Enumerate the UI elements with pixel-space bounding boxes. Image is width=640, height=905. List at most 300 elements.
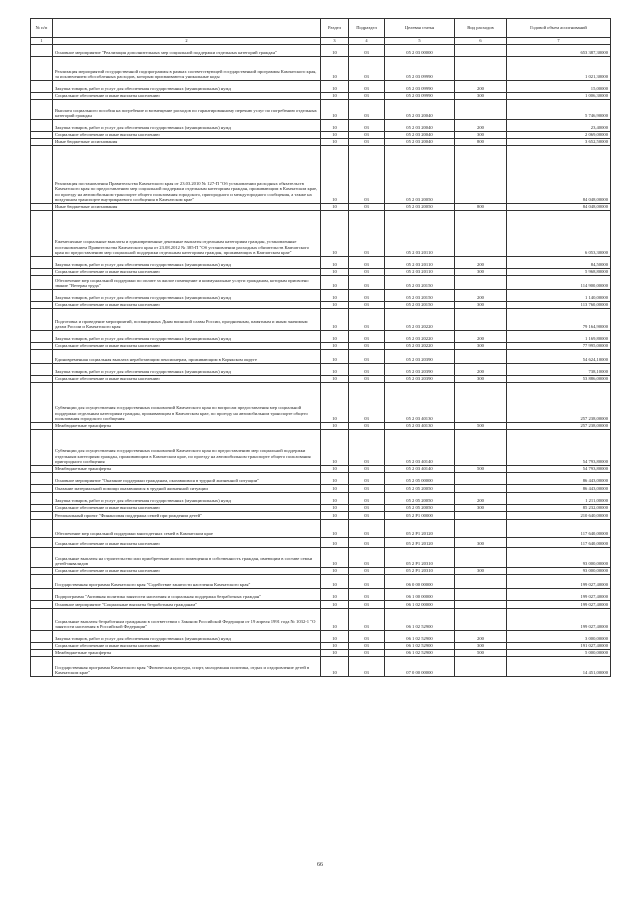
cell-vid-rashodov bbox=[455, 575, 507, 589]
table-row bbox=[31, 589, 611, 601]
cell-num bbox=[31, 473, 53, 485]
cell-name: Государственная программа Камчатского края "Содействие занятости населения Камчатского края" bbox=[53, 575, 321, 589]
cell-podrazdel: 03 bbox=[349, 57, 385, 81]
cell-razdel: 10 bbox=[321, 631, 349, 643]
table-row bbox=[31, 276, 611, 290]
cell-podrazdel: 03 bbox=[349, 211, 385, 257]
cell-name: Социальные выплаты на строительство или приобретение жилого помещения в собственность граждан, имеющим в составе семьи детей-инвалидов bbox=[53, 548, 321, 568]
cell-amount: 85 232,00000 bbox=[507, 505, 611, 512]
cell-celevaya-statya: 05 2 05 00000 bbox=[385, 473, 455, 485]
cell-num bbox=[31, 81, 53, 93]
cell-podrazdel: 03 bbox=[349, 146, 385, 204]
table-row bbox=[31, 309, 611, 331]
cell-razdel: 10 bbox=[321, 276, 349, 290]
cell-vid-rashodov: 300 bbox=[455, 302, 507, 309]
cell-name: Социальное обеспечение и иные выплаты населению bbox=[53, 538, 321, 548]
cell-num bbox=[31, 568, 53, 575]
cell-razdel: 10 bbox=[321, 146, 349, 204]
cell-amount: 23,40000 bbox=[507, 120, 611, 132]
cell-celevaya-statya: 05 2 P1 20120 bbox=[385, 538, 455, 548]
cell-name: Закупка товаров, работ и услуг для обеспечения государственных (муниципальных) нужд bbox=[53, 364, 321, 376]
cell-vid-rashodov: 300 bbox=[455, 643, 507, 650]
cell-name: Оказание материальной помощи оказавшимся в трудной жизненной ситуации bbox=[53, 485, 321, 493]
table-row bbox=[31, 93, 611, 100]
cell-name: Реализация мероприятий государственной подпрограммы в рамках соответствующей государственной программы Камчатского края, за исключением обособленных расходов, которым присваиваются уникальные коды bbox=[53, 57, 321, 81]
table-row bbox=[31, 120, 611, 132]
cell-razdel: 10 bbox=[321, 57, 349, 81]
cell-vid-rashodov bbox=[455, 512, 507, 520]
cell-num bbox=[31, 505, 53, 512]
cell-razdel: 10 bbox=[321, 211, 349, 257]
table-row bbox=[31, 538, 611, 548]
cell-celevaya-statya: 06 1 02 00000 bbox=[385, 601, 455, 609]
cell-name: Закупка товаров, работ и услуг для обеспечения государственных (муниципальных) нужд bbox=[53, 331, 321, 343]
cell-razdel: 10 bbox=[321, 643, 349, 650]
table-row bbox=[31, 383, 611, 423]
cell-num bbox=[31, 100, 53, 120]
cell-razdel: 10 bbox=[321, 343, 349, 350]
colnum: 6 bbox=[455, 38, 507, 45]
cell-celevaya-statya: 05 2 03 20220 bbox=[385, 343, 455, 350]
cell-vid-rashodov bbox=[455, 211, 507, 257]
cell-vid-rashodov bbox=[455, 383, 507, 423]
cell-num bbox=[31, 290, 53, 302]
cell-num bbox=[31, 350, 53, 364]
cell-vid-rashodov bbox=[455, 57, 507, 81]
table-row bbox=[31, 211, 611, 257]
cell-celevaya-statya: 05 2 03 20040 bbox=[385, 120, 455, 132]
cell-celevaya-statya: 05 2 03 20390 bbox=[385, 364, 455, 376]
cell-celevaya-statya: 05 2 03 20110 bbox=[385, 257, 455, 269]
cell-amount: 257 238,00000 bbox=[507, 383, 611, 423]
cell-podrazdel: 03 bbox=[349, 93, 385, 100]
cell-num bbox=[31, 631, 53, 643]
cell-celevaya-statya: 06 1 02 52900 bbox=[385, 631, 455, 643]
cell-name: Социальное обеспечение и иные выплаты населению bbox=[53, 643, 321, 650]
cell-num bbox=[31, 485, 53, 493]
header-podrazdel: Подраздел bbox=[349, 19, 385, 38]
header-vid: Вид расходов bbox=[455, 19, 507, 38]
cell-razdel: 10 bbox=[321, 269, 349, 276]
cell-amount: 199 027,40000 bbox=[507, 609, 611, 631]
cell-vid-rashodov: 200 bbox=[455, 493, 507, 505]
cell-num bbox=[31, 139, 53, 146]
cell-celevaya-statya: 05 2 P1 20120 bbox=[385, 520, 455, 538]
cell-name: Социальные выплаты безработным гражданам в соответствии с Законом Российской Федерации от 19 апреля 1991 года № 1032-1 "О занятости населения в Российской Федерации" bbox=[53, 609, 321, 631]
cell-razdel: 10 bbox=[321, 331, 349, 343]
cell-celevaya-statya: 05 2 03 09990 bbox=[385, 93, 455, 100]
cell-razdel: 10 bbox=[321, 364, 349, 376]
cell-razdel: 10 bbox=[321, 512, 349, 520]
table-row bbox=[31, 364, 611, 376]
table-row bbox=[31, 520, 611, 538]
cell-name: Закупка товаров, работ и услуг для обеспечения государственных (муниципальных) нужд bbox=[53, 290, 321, 302]
table-row bbox=[31, 100, 611, 120]
cell-amount: 86 443,00000 bbox=[507, 473, 611, 485]
cell-name: Реализация постановления Правительства Камчатского края от 23.03.2010 № 127-П "Об установлении расходных обязательств Камчатского края по предоставлению мер социальной поддержки отдельным категориям граждан, проживающим в Камчатском крае, по проезду на автомобильном транспорте общего пользования городского, пригородного и междугородного сообщения, а также на воздушном транспорте внутрикраевого сообщения в Камчатском крае" bbox=[53, 146, 321, 204]
table-row bbox=[31, 331, 611, 343]
page-number: 66 bbox=[317, 862, 323, 868]
header-num: № п/п bbox=[31, 19, 53, 38]
cell-celevaya-statya: 05 2 03 20110 bbox=[385, 211, 455, 257]
cell-name: Основное мероприятие "Реализация дополнительных мер социальной поддержки отдельных категорий граждан" bbox=[53, 45, 321, 57]
cell-razdel: 10 bbox=[321, 423, 349, 430]
cell-name: Межбюджетные трансферты bbox=[53, 650, 321, 657]
cell-amount: 54 793,80000 bbox=[507, 430, 611, 466]
cell-amount: 114 900,00000 bbox=[507, 276, 611, 290]
cell-amount: 5 000,00000 bbox=[507, 650, 611, 657]
table-row bbox=[31, 204, 611, 211]
table-row bbox=[31, 423, 611, 430]
cell-vid-rashodov: 300 bbox=[455, 505, 507, 512]
cell-podrazdel: 03 bbox=[349, 601, 385, 609]
cell-celevaya-statya: 05 2 03 09990 bbox=[385, 81, 455, 93]
colnum: 3 bbox=[321, 38, 349, 45]
cell-amount: 79 164,90000 bbox=[507, 309, 611, 331]
cell-celevaya-statya: 06 1 02 52900 bbox=[385, 650, 455, 657]
cell-vid-rashodov bbox=[455, 609, 507, 631]
header-celevaya: Целевая статья bbox=[385, 19, 455, 38]
table-row bbox=[31, 512, 611, 520]
cell-amount: 54 793,80000 bbox=[507, 466, 611, 473]
cell-vid-rashodov: 200 bbox=[455, 81, 507, 93]
cell-name: Закупка товаров, работ и услуг для обеспечения государственных (муниципальных) нужд bbox=[53, 81, 321, 93]
cell-num bbox=[31, 376, 53, 383]
cell-amount: 84 048,00000 bbox=[507, 146, 611, 204]
cell-amount: 257 238,00000 bbox=[507, 423, 611, 430]
cell-name: Социальное обеспечение и иные выплаты населению bbox=[53, 343, 321, 350]
cell-razdel: 10 bbox=[321, 132, 349, 139]
cell-celevaya-statya: 05 2 05 20050 bbox=[385, 505, 455, 512]
cell-name: Социальное обеспечение и иные выплаты населению bbox=[53, 269, 321, 276]
cell-name: Закупка товаров, работ и услуг для обеспечения государственных (муниципальных) нужд bbox=[53, 493, 321, 505]
cell-vid-rashodov bbox=[455, 589, 507, 601]
table-row bbox=[31, 132, 611, 139]
cell-vid-rashodov: 300 bbox=[455, 568, 507, 575]
cell-name: Закупка товаров, работ и услуг для обеспечения государственных (муниципальных) нужд bbox=[53, 257, 321, 269]
cell-podrazdel: 03 bbox=[349, 302, 385, 309]
cell-celevaya-statya: 05 2 03 20220 bbox=[385, 331, 455, 343]
cell-amount: 6 053,30000 bbox=[507, 211, 611, 257]
cell-name: Социальное обеспечение и иные выплаты населению bbox=[53, 376, 321, 383]
cell-celevaya-statya: 05 2 03 20050 bbox=[385, 204, 455, 211]
cell-amount: 93 000,00000 bbox=[507, 548, 611, 568]
cell-num bbox=[31, 601, 53, 609]
cell-razdel: 10 bbox=[321, 302, 349, 309]
table-row bbox=[31, 643, 611, 650]
cell-razdel: 10 bbox=[321, 493, 349, 505]
cell-num bbox=[31, 269, 53, 276]
cell-vid-rashodov: 300 bbox=[455, 132, 507, 139]
cell-razdel: 10 bbox=[321, 485, 349, 493]
cell-num bbox=[31, 343, 53, 350]
table-row bbox=[31, 609, 611, 631]
cell-num bbox=[31, 423, 53, 430]
cell-vid-rashodov: 800 bbox=[455, 139, 507, 146]
cell-podrazdel: 03 bbox=[349, 430, 385, 466]
cell-vid-rashodov: 200 bbox=[455, 331, 507, 343]
cell-razdel: 10 bbox=[321, 100, 349, 120]
cell-razdel: 10 bbox=[321, 93, 349, 100]
cell-name: Выплата социального пособия на погребение и возмещение расходов по гарантированному перечню услуг по погребению отдельных категорий граждан bbox=[53, 100, 321, 120]
cell-amount: 15,00000 bbox=[507, 81, 611, 93]
column-numbers-row bbox=[31, 38, 611, 45]
cell-celevaya-statya: 05 2 P1 20310 bbox=[385, 568, 455, 575]
cell-name: Подпрограмма "Активная политика занятости населения и социальная поддержка безработных граждан" bbox=[53, 589, 321, 601]
cell-name: Иные бюджетные ассигнования bbox=[53, 139, 321, 146]
cell-celevaya-statya: 06 1 02 52900 bbox=[385, 609, 455, 631]
cell-podrazdel: 03 bbox=[349, 538, 385, 548]
cell-podrazdel: 03 bbox=[349, 139, 385, 146]
table-row bbox=[31, 45, 611, 57]
cell-num bbox=[31, 650, 53, 657]
table-row bbox=[31, 575, 611, 589]
cell-num bbox=[31, 211, 53, 257]
cell-vid-rashodov: 500 bbox=[455, 466, 507, 473]
cell-amount: 77 995,00000 bbox=[507, 343, 611, 350]
budget-table bbox=[30, 18, 611, 677]
cell-razdel: 10 bbox=[321, 548, 349, 568]
cell-celevaya-statya: 05 2 03 20150 bbox=[385, 290, 455, 302]
cell-podrazdel: 03 bbox=[349, 520, 385, 538]
table-row bbox=[31, 139, 611, 146]
table-row bbox=[31, 81, 611, 93]
cell-celevaya-statya: 05 2 03 20150 bbox=[385, 276, 455, 290]
cell-name: Региональный проект "Финансовая поддержка семей при рождении детей" bbox=[53, 512, 321, 520]
cell-num bbox=[31, 45, 53, 57]
cell-podrazdel: 03 bbox=[349, 485, 385, 493]
cell-amount: 1 140,00000 bbox=[507, 290, 611, 302]
cell-amount: 3 652,50000 bbox=[507, 139, 611, 146]
header-razdel: Раздел bbox=[321, 19, 349, 38]
cell-num bbox=[31, 430, 53, 466]
cell-amount: 2 069,00000 bbox=[507, 132, 611, 139]
cell-celevaya-statya: 06 1 00 00000 bbox=[385, 589, 455, 601]
cell-podrazdel: 03 bbox=[349, 650, 385, 657]
table-row bbox=[31, 473, 611, 485]
cell-vid-rashodov: 300 bbox=[455, 269, 507, 276]
cell-celevaya-statya: 05 2 03 20040 bbox=[385, 132, 455, 139]
cell-razdel: 10 bbox=[321, 609, 349, 631]
table-row bbox=[31, 485, 611, 493]
cell-podrazdel: 03 bbox=[349, 331, 385, 343]
cell-num bbox=[31, 57, 53, 81]
cell-podrazdel: 03 bbox=[349, 257, 385, 269]
cell-vid-rashodov bbox=[455, 276, 507, 290]
cell-num bbox=[31, 93, 53, 100]
cell-amount: 3 000,00000 bbox=[507, 631, 611, 643]
cell-num bbox=[31, 512, 53, 520]
table-row bbox=[31, 650, 611, 657]
cell-razdel: 10 bbox=[321, 575, 349, 589]
cell-razdel: 10 bbox=[321, 120, 349, 132]
cell-vid-rashodov: 500 bbox=[455, 650, 507, 657]
cell-amount: 54 624,10000 bbox=[507, 350, 611, 364]
cell-vid-rashodov: 200 bbox=[455, 364, 507, 376]
table-row bbox=[31, 505, 611, 512]
cell-vid-rashodov bbox=[455, 100, 507, 120]
table-header bbox=[31, 19, 611, 45]
cell-amount: 1 169,80000 bbox=[507, 331, 611, 343]
cell-vid-rashodov: 300 bbox=[455, 376, 507, 383]
cell-vid-rashodov bbox=[455, 430, 507, 466]
cell-celevaya-statya: 05 2 03 40130 bbox=[385, 383, 455, 423]
cell-celevaya-statya: 05 2 P1 00000 bbox=[385, 512, 455, 520]
cell-name: Обеспечение мер социальной поддержки по оплате за жилое помещение и коммунальные услуги гражданам, которым присвоено звание "Ветеран труда" bbox=[53, 276, 321, 290]
cell-name: Основное мероприятие "Оказание поддержки гражданам, оказавшимся в трудной жизненной ситуации" bbox=[53, 473, 321, 485]
cell-amount: 653 387,30000 bbox=[507, 45, 611, 57]
cell-name: Основное мероприятие "Социальные выплаты безработным гражданам" bbox=[53, 601, 321, 609]
cell-celevaya-statya: 05 2 03 20110 bbox=[385, 269, 455, 276]
cell-num bbox=[31, 589, 53, 601]
cell-vid-rashodov bbox=[455, 520, 507, 538]
cell-amount: 53 886,00000 bbox=[507, 376, 611, 383]
table-row bbox=[31, 57, 611, 81]
cell-podrazdel: 03 bbox=[349, 376, 385, 383]
colnum: 1 bbox=[31, 38, 53, 45]
cell-celevaya-statya: 05 2 03 40140 bbox=[385, 466, 455, 473]
cell-podrazdel: 03 bbox=[349, 343, 385, 350]
cell-razdel: 10 bbox=[321, 505, 349, 512]
cell-num bbox=[31, 643, 53, 650]
cell-podrazdel: 03 bbox=[349, 120, 385, 132]
cell-num bbox=[31, 383, 53, 423]
cell-podrazdel: 03 bbox=[349, 631, 385, 643]
colnum: 2 bbox=[53, 38, 321, 45]
cell-razdel: 10 bbox=[321, 538, 349, 548]
cell-name: Социальное обеспечение и иные выплаты населению bbox=[53, 302, 321, 309]
cell-name: Межбюджетные трансферты bbox=[53, 423, 321, 430]
table-row bbox=[31, 631, 611, 643]
cell-amount: 210 640,00000 bbox=[507, 512, 611, 520]
cell-amount: 1 021,30000 bbox=[507, 57, 611, 81]
cell-razdel: 10 bbox=[321, 257, 349, 269]
colnum: 7 bbox=[507, 38, 611, 45]
cell-vid-rashodov: 300 bbox=[455, 343, 507, 350]
cell-podrazdel: 03 bbox=[349, 383, 385, 423]
cell-name: Социальное обеспечение и иные выплаты населению bbox=[53, 505, 321, 512]
table-row bbox=[31, 257, 611, 269]
cell-vid-rashodov: 200 bbox=[455, 290, 507, 302]
cell-podrazdel: 03 bbox=[349, 290, 385, 302]
cell-vid-rashodov: 200 bbox=[455, 257, 507, 269]
cell-name: Социальное обеспечение и иные выплаты населению bbox=[53, 568, 321, 575]
cell-vid-rashodov: 500 bbox=[455, 423, 507, 430]
cell-podrazdel: 03 bbox=[349, 269, 385, 276]
cell-name: Межбюджетные трансферты bbox=[53, 466, 321, 473]
cell-amount: 1 006,30000 bbox=[507, 93, 611, 100]
cell-celevaya-statya: 05 2 05 20050 bbox=[385, 493, 455, 505]
cell-razdel: 10 bbox=[321, 568, 349, 575]
cell-celevaya-statya: 06 0 00 00000 bbox=[385, 575, 455, 589]
cell-podrazdel: 03 bbox=[349, 81, 385, 93]
cell-num bbox=[31, 146, 53, 204]
cell-name: Подготовка и проведение мероприятий, посвященных Дням воинской славы России, праздничным, памятным и иным значимым датам России и Камчатского края bbox=[53, 309, 321, 331]
table-row bbox=[31, 290, 611, 302]
cell-celevaya-statya: 06 1 02 52900 bbox=[385, 643, 455, 650]
cell-vid-rashodov bbox=[455, 309, 507, 331]
cell-celevaya-statya: 05 2 03 20040 bbox=[385, 139, 455, 146]
cell-razdel: 10 bbox=[321, 473, 349, 485]
cell-amount: 113 760,00000 bbox=[507, 302, 611, 309]
cell-vid-rashodov bbox=[455, 45, 507, 57]
cell-amount: 84,50000 bbox=[507, 257, 611, 269]
cell-celevaya-statya: 05 2 03 20040 bbox=[385, 100, 455, 120]
cell-podrazdel: 03 bbox=[349, 423, 385, 430]
cell-podrazdel: 03 bbox=[349, 45, 385, 57]
cell-vid-rashodov: 300 bbox=[455, 93, 507, 100]
table-row bbox=[31, 376, 611, 383]
table-row bbox=[31, 343, 611, 350]
cell-podrazdel: 03 bbox=[349, 568, 385, 575]
cell-razdel: 10 bbox=[321, 466, 349, 473]
cell-vid-rashodov bbox=[455, 146, 507, 204]
cell-name: Социальное обеспечение и иные выплаты населению bbox=[53, 132, 321, 139]
table-row bbox=[31, 601, 611, 609]
cell-podrazdel: 03 bbox=[349, 132, 385, 139]
cell-vid-rashodov bbox=[455, 485, 507, 493]
cell-podrazdel: 03 bbox=[349, 505, 385, 512]
cell-razdel: 10 bbox=[321, 204, 349, 211]
cell-razdel: 10 bbox=[321, 376, 349, 383]
cell-podrazdel: 03 bbox=[349, 493, 385, 505]
cell-podrazdel: 03 bbox=[349, 350, 385, 364]
cell-name: Ежемесячные социальные выплаты и единовременные денежные выплаты отдельным категориям граждан, установленные постановлением Правительства Камчатского края от 23.08.2012 № 385-П "Об установлении расходных обязательств Камчатского края по предоставлению мер социальной поддержки отдельным категориям граждан, проживающих в Камчатском крае" bbox=[53, 211, 321, 257]
cell-podrazdel: 03 bbox=[349, 204, 385, 211]
cell-num bbox=[31, 257, 53, 269]
cell-amount: 117 640,00000 bbox=[507, 538, 611, 548]
cell-vid-rashodov: 800 bbox=[455, 204, 507, 211]
cell-razdel: 10 bbox=[321, 81, 349, 93]
cell-amount: 1 211,00000 bbox=[507, 493, 611, 505]
cell-razdel: 10 bbox=[321, 45, 349, 57]
table-row bbox=[31, 302, 611, 309]
cell-vid-rashodov bbox=[455, 548, 507, 568]
cell-amount: 199 027,40000 bbox=[507, 575, 611, 589]
cell-amount: 199 027,40000 bbox=[507, 589, 611, 601]
cell-num bbox=[31, 575, 53, 589]
cell-celevaya-statya: 07 0 00 00000 bbox=[385, 657, 455, 677]
cell-podrazdel: 03 bbox=[349, 657, 385, 677]
cell-amount: 84 048,00000 bbox=[507, 204, 611, 211]
cell-podrazdel: 03 bbox=[349, 512, 385, 520]
cell-amount: 93 000,00000 bbox=[507, 568, 611, 575]
cell-name: Закупка товаров, работ и услуг для обеспечения государственных (муниципальных) нужд bbox=[53, 120, 321, 132]
cell-podrazdel: 03 bbox=[349, 575, 385, 589]
cell-num bbox=[31, 609, 53, 631]
header-name bbox=[53, 19, 321, 38]
table-row bbox=[31, 657, 611, 677]
cell-num bbox=[31, 331, 53, 343]
cell-podrazdel: 03 bbox=[349, 466, 385, 473]
cell-name: Субвенции для осуществления государственных полномочий Камчатского края по предоставлению мер социальной поддержки отдельным категориям граждан, проживающим в Камчатском крае, по проезду на автомобильном транспорте общего пользования пригородного сообщения bbox=[53, 430, 321, 466]
table-row bbox=[31, 350, 611, 364]
cell-num bbox=[31, 204, 53, 211]
cell-vid-rashodov bbox=[455, 473, 507, 485]
cell-num bbox=[31, 520, 53, 538]
cell-podrazdel: 03 bbox=[349, 589, 385, 601]
cell-amount: 5 746,90000 bbox=[507, 100, 611, 120]
cell-amount: 738,10000 bbox=[507, 364, 611, 376]
cell-amount: 117 640,00000 bbox=[507, 520, 611, 538]
cell-vid-rashodov: 300 bbox=[455, 538, 507, 548]
cell-num bbox=[31, 466, 53, 473]
cell-num bbox=[31, 548, 53, 568]
table-body bbox=[31, 45, 611, 677]
cell-amount: 199 027,40000 bbox=[507, 601, 611, 609]
cell-podrazdel: 03 bbox=[349, 473, 385, 485]
cell-podrazdel: 03 bbox=[349, 276, 385, 290]
